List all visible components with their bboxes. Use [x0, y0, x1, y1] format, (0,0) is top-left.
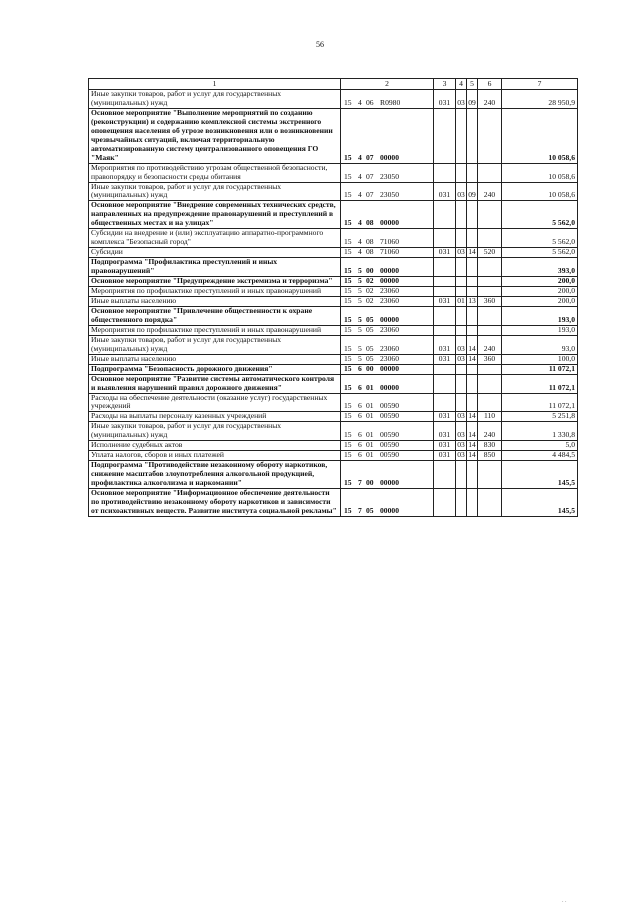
- code-program: 15: [344, 97, 352, 107]
- code-program: 15: [344, 430, 352, 440]
- row-expense-type: [478, 277, 502, 287]
- row-name: Иные закупки товаров, работ и услуг для государственных (муниципальных) нужд: [89, 422, 341, 441]
- code-group: 01: [366, 411, 374, 421]
- row-code: [341, 258, 434, 277]
- code-program: 15: [344, 218, 352, 228]
- row-amount: 5,0: [502, 441, 578, 451]
- code-direction: 00000: [380, 363, 399, 373]
- row-code: [341, 364, 434, 374]
- row-expense-type: 360: [478, 296, 502, 306]
- row-expense-type: [478, 201, 502, 229]
- row-code: [341, 461, 434, 489]
- code-subprogram: 4: [358, 237, 362, 247]
- code-program: 15: [344, 363, 352, 373]
- code-direction: 23060: [380, 286, 399, 296]
- code-direction: 00590: [380, 440, 399, 450]
- table-row: [89, 277, 578, 287]
- table-row: [89, 182, 578, 201]
- code-subprogram: 4: [358, 152, 362, 162]
- page-number: 56: [316, 40, 324, 49]
- code-group: 01: [366, 382, 374, 392]
- row-section: [456, 325, 467, 335]
- row-subsection: 14: [468, 247, 476, 257]
- row-subsection: 14: [468, 353, 476, 363]
- row-ministry: [434, 393, 456, 412]
- code-subprogram: 4: [358, 218, 362, 228]
- row-expense-type: [478, 374, 502, 393]
- row-subsection: [467, 258, 478, 277]
- code-direction: 00000: [380, 276, 399, 286]
- row-name: Исполнение судебных актов: [89, 441, 341, 451]
- code-direction: 23050: [380, 190, 399, 200]
- row-subsection: 13: [468, 295, 476, 305]
- code-group: 01: [366, 440, 374, 450]
- table-row: [89, 335, 578, 354]
- row-code: [341, 90, 434, 109]
- row-code: [341, 325, 434, 335]
- row-expense-type: 850: [478, 451, 502, 461]
- table-row: [89, 354, 578, 364]
- row-amount: 145,5: [502, 489, 578, 517]
- code-group: 06: [366, 97, 374, 107]
- code-subprogram: 6: [358, 430, 362, 440]
- row-expense-type: 520: [478, 248, 502, 258]
- row-ministry: 031: [434, 412, 456, 422]
- row-subsection: [467, 325, 478, 335]
- code-subprogram: 5: [358, 353, 362, 363]
- code-group: 08: [366, 237, 374, 247]
- code-subprogram: 5: [358, 343, 362, 353]
- row-name: Уплата налогов, сборов и иных платежей: [89, 451, 341, 461]
- code-direction: 00000: [380, 505, 399, 515]
- row-section: 03: [456, 182, 467, 201]
- row-amount: 200,0: [502, 287, 578, 297]
- row-subsection: 14: [468, 411, 476, 421]
- row-name: Основное мероприятие "Развитие системы автоматического контроля и выявления нарушений правил дорожного движения": [89, 374, 341, 393]
- row-subsection: [467, 306, 478, 325]
- row-subsection: [467, 108, 478, 163]
- code-subprogram: 5: [358, 324, 362, 334]
- row-amount: 11 072,1: [502, 374, 578, 393]
- row-subsection: [467, 393, 478, 412]
- row-amount: 11 072,1: [502, 393, 578, 412]
- table-row: [89, 90, 578, 109]
- row-amount: 5 562,0: [502, 248, 578, 258]
- row-section: [456, 287, 467, 297]
- code-program: 15: [344, 343, 352, 353]
- row-subsection: [467, 364, 478, 374]
- row-name: Расходы на выплаты персоналу казенных учреждений: [89, 412, 341, 422]
- row-section: [456, 229, 467, 248]
- row-expense-type: [478, 393, 502, 412]
- code-program: 15: [344, 353, 352, 363]
- row-code: [341, 182, 434, 201]
- code-direction: 23060: [380, 295, 399, 305]
- row-ministry: 031: [434, 90, 456, 109]
- row-ministry: [434, 374, 456, 393]
- row-section: 03: [456, 90, 467, 109]
- row-amount: 10 058,6: [502, 182, 578, 201]
- code-group: 01: [366, 450, 374, 460]
- row-amount: 4 484,5: [502, 451, 578, 461]
- row-section: [456, 108, 467, 163]
- row-name: Основное мероприятие "Привлечение общественности к охране общественного порядка": [89, 306, 341, 325]
- row-expense-type: [478, 489, 502, 517]
- code-subprogram: 7: [358, 478, 362, 488]
- row-subsection: 09: [467, 182, 478, 201]
- code-group: 07: [366, 171, 374, 181]
- row-amount: 145,5: [502, 461, 578, 489]
- code-group: 00: [366, 363, 374, 373]
- code-group: 01: [366, 401, 374, 411]
- row-ministry: [434, 325, 456, 335]
- row-expense-type: 360: [478, 354, 502, 364]
- code-direction: 00000: [380, 478, 399, 488]
- code-program: 15: [344, 276, 352, 286]
- code-direction: 23050: [380, 171, 399, 181]
- row-subsection: [467, 461, 478, 489]
- row-section: [456, 461, 467, 489]
- row-amount: 193,0: [502, 325, 578, 335]
- table-row: [89, 441, 578, 451]
- row-section: 03: [456, 335, 467, 354]
- row-ministry: [434, 108, 456, 163]
- table-row: [89, 296, 578, 306]
- row-amount: 200,0: [502, 296, 578, 306]
- row-section: 03: [457, 450, 465, 460]
- row-subsection: 09: [467, 90, 478, 109]
- table-row: [89, 163, 578, 182]
- code-direction: 71060: [380, 237, 399, 247]
- code-direction: 00000: [380, 152, 399, 162]
- row-name: Иные выплаты населению: [89, 354, 341, 364]
- code-program: 15: [344, 324, 352, 334]
- table-row: [89, 306, 578, 325]
- row-code: [341, 354, 434, 364]
- row-code: [341, 306, 434, 325]
- row-name: Мероприятия по профилактике преступлений и иных правонарушений: [89, 325, 341, 335]
- code-program: 15: [344, 171, 352, 181]
- row-section: [456, 393, 467, 412]
- row-expense-type: 240: [478, 182, 502, 201]
- row-section: [456, 364, 467, 374]
- row-name: Расходы на обеспечение деятельности (оказание услуг) государственных учреждений: [89, 393, 341, 412]
- row-section: [456, 374, 467, 393]
- header-cell: 5: [467, 79, 478, 90]
- table-row: [89, 393, 578, 412]
- code-subprogram: 6: [358, 440, 362, 450]
- row-ministry: 031: [434, 451, 456, 461]
- code-group: 05: [366, 324, 374, 334]
- row-ministry: [434, 306, 456, 325]
- table-row: [89, 489, 578, 517]
- row-code: [341, 296, 434, 306]
- code-program: 15: [344, 314, 352, 324]
- code-direction: 23060: [380, 353, 399, 363]
- row-section: [456, 306, 467, 325]
- code-group: 02: [366, 276, 374, 286]
- code-group: 01: [366, 430, 374, 440]
- table-row: [89, 325, 578, 335]
- row-subsection: 14: [467, 422, 478, 441]
- header-cell: 4: [456, 79, 467, 90]
- row-amount: 5 251,8: [502, 412, 578, 422]
- table-row: [89, 461, 578, 489]
- row-amount: 10 058,6: [502, 108, 578, 163]
- code-subprogram: 4: [358, 171, 362, 181]
- row-ministry: [434, 163, 456, 182]
- code-group: 05: [366, 353, 374, 363]
- row-expense-type: 240: [478, 422, 502, 441]
- code-subprogram: 6: [358, 401, 362, 411]
- row-subsection: [467, 229, 478, 248]
- row-amount: 1 330,8: [502, 422, 578, 441]
- code-direction: 23060: [380, 343, 399, 353]
- row-name: Подпрограмма "Безопасность дорожного движения": [89, 364, 341, 374]
- code-subprogram: 7: [358, 505, 362, 515]
- row-section: [456, 277, 467, 287]
- row-name: Иные закупки товаров, работ и услуг для государственных (муниципальных) нужд: [89, 335, 341, 354]
- row-amount: 11 072,1: [502, 364, 578, 374]
- row-ministry: 031: [434, 248, 456, 258]
- table-row: [89, 287, 578, 297]
- row-section: 03: [457, 353, 465, 363]
- row-code: [341, 412, 434, 422]
- code-program: 15: [344, 152, 352, 162]
- row-amount: 393,0: [502, 258, 578, 277]
- row-amount: 10 058,6: [502, 163, 578, 182]
- row-expense-type: [478, 229, 502, 248]
- table-row: [89, 248, 578, 258]
- row-amount: 200,0: [502, 277, 578, 287]
- code-program: 15: [344, 295, 352, 305]
- code-subprogram: 6: [358, 382, 362, 392]
- code-subprogram: 5: [358, 286, 362, 296]
- row-expense-type: [478, 306, 502, 325]
- code-direction: 00590: [380, 430, 399, 440]
- row-code: [341, 374, 434, 393]
- code-program: 15: [344, 266, 352, 276]
- table-row: [89, 364, 578, 374]
- row-expense-type: [478, 258, 502, 277]
- row-amount: 5 562,0: [502, 229, 578, 248]
- row-code: [341, 108, 434, 163]
- row-expense-type: [478, 163, 502, 182]
- code-group: 05: [366, 505, 374, 515]
- row-name: Иные закупки товаров, работ и услуг для государственных (муниципальных) нужд: [89, 90, 341, 109]
- corner-mark: . .: [562, 898, 567, 904]
- row-expense-type: 240: [478, 335, 502, 354]
- code-program: 15: [344, 382, 352, 392]
- row-ministry: [434, 461, 456, 489]
- row-expense-type: [478, 108, 502, 163]
- row-subsection: 14: [468, 450, 476, 460]
- row-name: Подпрограмма "Профилактика преступлений и иных правонарушений": [89, 258, 341, 277]
- row-code: [341, 489, 434, 517]
- code-subprogram: 6: [358, 411, 362, 421]
- row-ministry: [434, 364, 456, 374]
- table-row: [89, 451, 578, 461]
- row-expense-type: 830: [478, 441, 502, 451]
- code-subprogram: 6: [358, 450, 362, 460]
- row-amount: 193,0: [502, 306, 578, 325]
- code-group: 00: [366, 266, 374, 276]
- row-subsection: [467, 201, 478, 229]
- table-row: [89, 412, 578, 422]
- code-program: 15: [344, 401, 352, 411]
- row-section: 03: [457, 247, 465, 257]
- code-subprogram: 4: [358, 247, 362, 257]
- code-program: 15: [344, 190, 352, 200]
- row-name: Субсидии на внедрение и (или) эксплуатацию аппаратно-программного комплекса "Безопасный город": [89, 229, 341, 248]
- header-cell: 7: [502, 79, 578, 90]
- row-section: [456, 258, 467, 277]
- code-direction: 00590: [380, 411, 399, 421]
- row-amount: 5 562,0: [502, 201, 578, 229]
- code-direction: 00590: [380, 401, 399, 411]
- row-section: 03: [456, 422, 467, 441]
- table-row: [89, 258, 578, 277]
- code-program: 15: [344, 440, 352, 450]
- row-name: Подпрограмма "Противодействие незаконному обороту наркотиков, снижение масштабов злоупотребления алкогольной продукцией, профилактика алкоголизма и наркомании": [89, 461, 341, 489]
- table-row: [89, 229, 578, 248]
- row-code: [341, 393, 434, 412]
- row-section: 03: [457, 411, 465, 421]
- row-name: Субсидии: [89, 248, 341, 258]
- row-code: [341, 277, 434, 287]
- row-ministry: 031: [434, 422, 456, 441]
- row-subsection: [467, 277, 478, 287]
- code-group: 08: [366, 218, 374, 228]
- code-program: 15: [344, 411, 352, 421]
- row-expense-type: [478, 325, 502, 335]
- row-ministry: 031: [434, 296, 456, 306]
- row-amount: 100,0: [502, 354, 578, 364]
- table-row: [89, 374, 578, 393]
- code-program: 15: [344, 286, 352, 296]
- code-direction: 00000: [380, 218, 399, 228]
- row-amount: 28 950,9: [502, 90, 578, 109]
- code-program: 15: [344, 478, 352, 488]
- row-ministry: [434, 489, 456, 517]
- code-group: 02: [366, 295, 374, 305]
- row-ministry: [434, 277, 456, 287]
- budget-table: [88, 78, 578, 517]
- code-direction: 00000: [380, 382, 399, 392]
- row-ministry: 031: [434, 441, 456, 451]
- row-name: Мероприятия по профилактике преступлений и иных правонарушений: [89, 287, 341, 297]
- row-name: Иные закупки товаров, работ и услуг для государственных (муниципальных) нужд: [89, 182, 341, 201]
- code-program: 15: [344, 505, 352, 515]
- code-program: 15: [344, 247, 352, 257]
- row-section: [456, 201, 467, 229]
- code-program: 15: [344, 237, 352, 247]
- header-row: [89, 79, 578, 90]
- row-expense-type: [478, 364, 502, 374]
- row-subsection: [467, 163, 478, 182]
- row-ministry: [434, 229, 456, 248]
- code-group: 07: [366, 190, 374, 200]
- row-ministry: [434, 201, 456, 229]
- row-expense-type: [478, 461, 502, 489]
- row-code: [341, 451, 434, 461]
- row-section: [456, 489, 467, 517]
- row-ministry: 031: [434, 335, 456, 354]
- row-subsection: 14: [467, 335, 478, 354]
- row-code: [341, 441, 434, 451]
- code-group: 08: [366, 247, 374, 257]
- code-subprogram: 5: [358, 314, 362, 324]
- row-subsection: [467, 374, 478, 393]
- code-subprogram: 5: [358, 266, 362, 276]
- row-code: [341, 422, 434, 441]
- header-cell: 6: [478, 79, 502, 90]
- row-name: Основное мероприятие "Предупреждение экстремизма и терроризма": [89, 277, 341, 287]
- header-cell: 1: [89, 79, 341, 90]
- row-ministry: [434, 258, 456, 277]
- row-ministry: 031: [434, 182, 456, 201]
- row-code: [341, 248, 434, 258]
- row-name: Основное мероприятие "Информационное обеспечение деятельности по противодействию незаконному обороту наркотиков и зависимости от психоактивных веществ. Развитие института социальной рекламы": [89, 489, 341, 517]
- row-ministry: [434, 287, 456, 297]
- row-name: Иные выплаты населению: [89, 296, 341, 306]
- row-section: [456, 163, 467, 182]
- code-program: 15: [344, 450, 352, 460]
- code-subprogram: 4: [358, 190, 362, 200]
- code-group: 05: [366, 343, 374, 353]
- table-row: [89, 422, 578, 441]
- row-code: [341, 335, 434, 354]
- code-direction: 71060: [380, 247, 399, 257]
- row-expense-type: 110: [478, 412, 502, 422]
- code-direction: 00000: [380, 314, 399, 324]
- table-row: [89, 201, 578, 229]
- table-row: [89, 108, 578, 163]
- code-subprogram: 4: [358, 97, 362, 107]
- code-group: 05: [366, 314, 374, 324]
- row-expense-type: [478, 287, 502, 297]
- row-code: [341, 287, 434, 297]
- row-ministry: 031: [434, 354, 456, 364]
- header-cell: 3: [434, 79, 456, 90]
- code-group: 00: [366, 478, 374, 488]
- row-amount: 93,0: [502, 335, 578, 354]
- row-subsection: 14: [468, 440, 476, 450]
- code-direction: 00590: [380, 450, 399, 460]
- code-direction: 23060: [380, 324, 399, 334]
- code-group: 07: [366, 152, 374, 162]
- row-name: Мероприятия по противодействию угрозам общественной безопасности, правопорядку и безопасности среды обитания: [89, 163, 341, 182]
- row-section: 01: [457, 295, 465, 305]
- row-expense-type: 240: [478, 90, 502, 109]
- code-subprogram: 5: [358, 295, 362, 305]
- code-group: 02: [366, 286, 374, 296]
- row-section: 03: [457, 440, 465, 450]
- row-subsection: [467, 489, 478, 517]
- row-name: Основное мероприятие "Внедрение современных технических средств, направленных на предупреждение правонарушений и преступлений в общественных местах и на улицах": [89, 201, 341, 229]
- row-code: [341, 201, 434, 229]
- row-name: Основное мероприятие "Выполнение мероприятий по созданию (реконструкции) и содержанию комплексной системы экстренного оповещения населения об угрозе возникновения или о возникновении чрезвычайных ситуаций, включая территориальную автоматизированную систему централизованного оповещения ГО "Маяк": [89, 108, 341, 163]
- row-code: [341, 163, 434, 182]
- code-subprogram: 5: [358, 276, 362, 286]
- header-cell: 2: [341, 79, 434, 90]
- row-code: [341, 229, 434, 248]
- code-subprogram: 6: [358, 363, 362, 373]
- code-direction: R0980: [380, 97, 401, 107]
- row-subsection: [467, 287, 478, 297]
- code-direction: 00000: [380, 266, 399, 276]
